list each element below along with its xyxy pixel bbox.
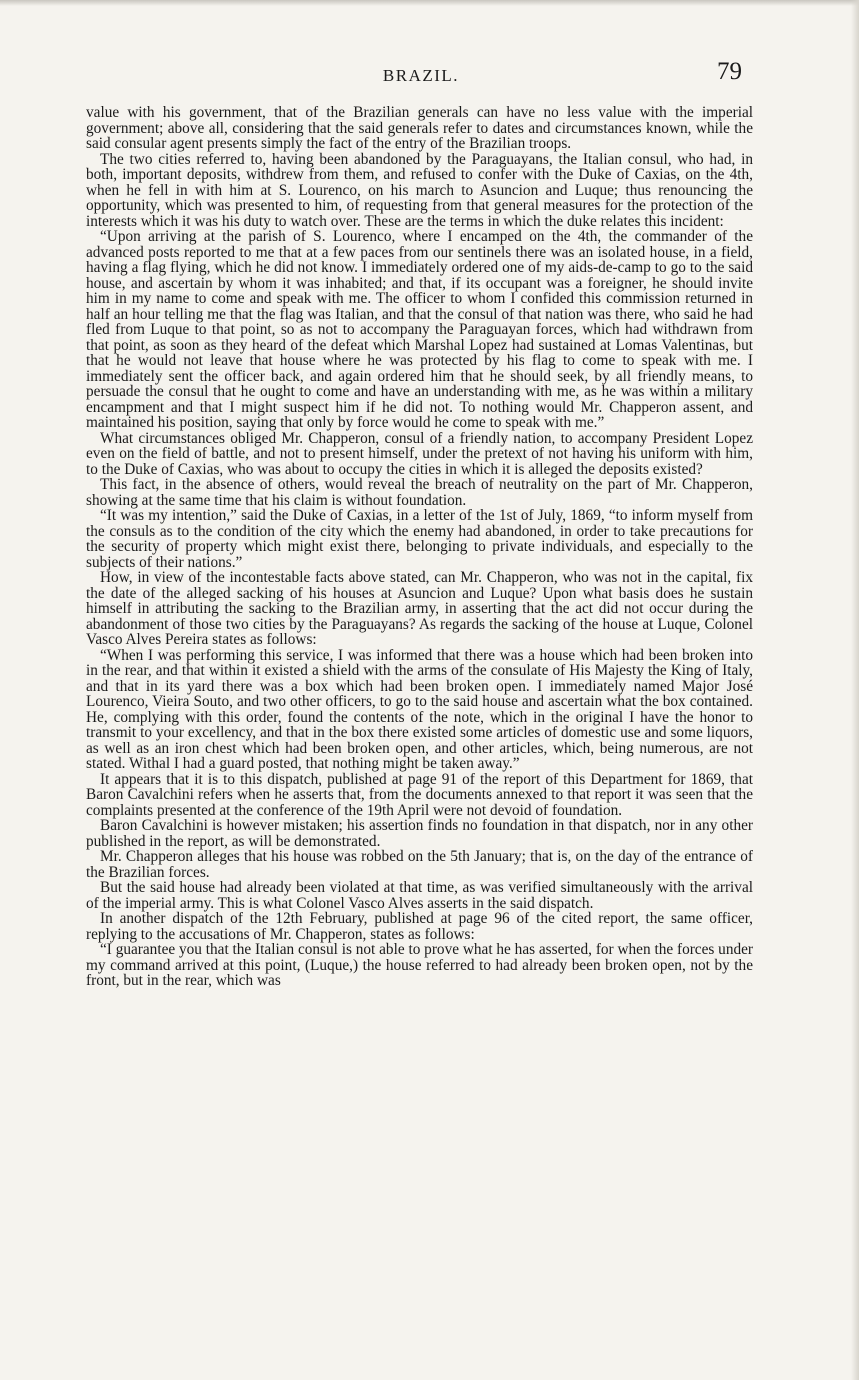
paragraph: What circumstances obliged Mr. Chapperon, consul of a friendly nation, to accompany President Lopez even on the field of battle, and not to present himself, under the pretext of not having his uniform with him, to the Duke of Caxias, who was about to occupy the cities in which it is alleged the deposits existed? xyxy=(86,429,753,478)
paragraph: But the said house had already been violated at that time, as was verified simultaneously with the arrival of the imperial army. This is what Colonel Vasco Alves asserts in the said dispatch. xyxy=(86,879,753,912)
paragraph: How, in view of the incontestable facts above stated, can Mr. Chapperon, who was not in the capital, fix the date of the alleged sacking of his houses at Asuncion and Luque? Upon what basis does he sustain himself in attributing the sacking to the Brazilian army, in asserting that the act did not occur during the abandonment of those two cities by the Paraguayans? As regards the sacking of the house at Luque, Colonel Vasco Alves Pereira states as follows: xyxy=(86,569,753,648)
paragraph: It appears that it is to this dispatch, published at page 91 of the report of this Department for 1869, that Baron Cavalchini refers when he asserts that, from the documents annexed to that report it was seen that the complaints presented at the conference of the 19th April were not devoid of foundation. xyxy=(86,770,753,819)
paragraph: In another dispatch of the 12th February, published at page 96 of the cited report, the same officer, replying to the accusations of Mr. Chapperon, states as follows: xyxy=(86,910,753,943)
running-title: BRAZIL. xyxy=(382,66,460,85)
body-text xyxy=(86,105,753,989)
quoted-paragraph: “I guarantee you that the Italian consul is not able to prove what he has asserted, for when the forces under my command arrived at this point, (Luque,) the house referred to had already been broken open, not by the front, but in the rear, which was xyxy=(86,941,753,989)
page-header xyxy=(86,58,756,92)
scan-top-edge xyxy=(0,0,859,6)
paragraph: Baron Cavalchini is however mistaken; his assertion finds no foundation in that dispatch, nor in any other published in the report, as will be demonstrated. xyxy=(86,817,753,850)
paragraph: value with his government, that of the Brazilian generals can have no less value with the imperial government; above all, considering that the said generals refer to dates and circumstances known, while the said consular agent presents simply the fact of the entry of the Brazilian troops. xyxy=(86,104,753,152)
quoted-paragraph: “When I was performing this service, I was informed that there was a house which had been broken into in the rear, and that within it existed a shield with the arms of the consulate of His Majesty the King of Italy, and that in its yard there was a box which had been broken open. I immediately named Major José Lourenco, Vieira Souto, and two other officers, to go to the said house and ascertain what the box contained. He, complying with this order, found the contents of the note, which in the original I have the honor to transmit to your excellency, and that in the box there existed some articles of domestic use and some liquors, as well as an iron chest which had been broken open, and other articles, which, being numerous, are not stated. Withal I had a guard posted, that nothing might be taken away.” xyxy=(86,646,753,772)
paragraph: Mr. Chapperon alleges that his house was robbed on the 5th January; that is, on the day of the entrance of the Brazilian forces. xyxy=(86,848,753,881)
quoted-paragraph: “It was my intention,” said the Duke of Caxias, in a letter of the 1st of July, 1869, “to inform myself from the consuls as to the condition of the city which the enemy had abandoned, in order to take precautions for the security of property which might exist there, belonging to private individuals, and especially to the subjects of their nations.” xyxy=(86,507,753,571)
quoted-paragraph: “Upon arriving at the parish of S. Lourenco, where I encamped on the 4th, the commander of the advanced posts reported to me that at a few paces from our sentinels there was an isolated house, in a field, having a flag flying, which he did not know. I immediately ordered one of my aids-de-camp to go to the said house, and ascertain by whom it was inhabited; and that, if its occupant was a foreigner, he should invite him in my name to come and speak with me. The officer to whom I confided this commission returned in half an hour telling me that the flag was Italian, and that the consul of that nation was there, who said he had fled from Luque to that point, so as not to accompany the Paraguayan forces, which had withdrawn from that point, as soon as they heard of the defeat which Marshal Lopez had sustained at Lomas Valentinas, but that he would not leave that house where he was protected by his flag to come to speak with me. I immediately sent the officer back, and again ordered him that he should seek, by all friendly means, to persuade the consul that he ought to come and have an understanding with me, as he was within a military encampment and that I might suspect him if he did not. To nothing would Mr. Chapperon assent, and maintained his position, saying that only by force would he come to speak with me.” xyxy=(86,228,753,431)
page-number: 79 xyxy=(717,58,742,85)
scan-right-edge xyxy=(851,0,859,1380)
paragraph: This fact, in the absence of others, would reveal the breach of neutrality on the part of Mr. Chapperon, showing at the same time that his claim is without foundation. xyxy=(86,476,753,509)
paragraph: The two cities referred to, having been abandoned by the Paraguayans, the Italian consul, who had, in both, important deposits, withdrew from them, and refused to confer with the Duke of Caxias, on the 4th, when he fell in with him at S. Lourenco, on his march to Asuncion and Luque; thus renouncing the opportunity, which was presented to him, of requesting from that general measures for the protection of the interests which it was his duty to watch over. These are the terms in which the duke relates this incident: xyxy=(86,150,753,230)
